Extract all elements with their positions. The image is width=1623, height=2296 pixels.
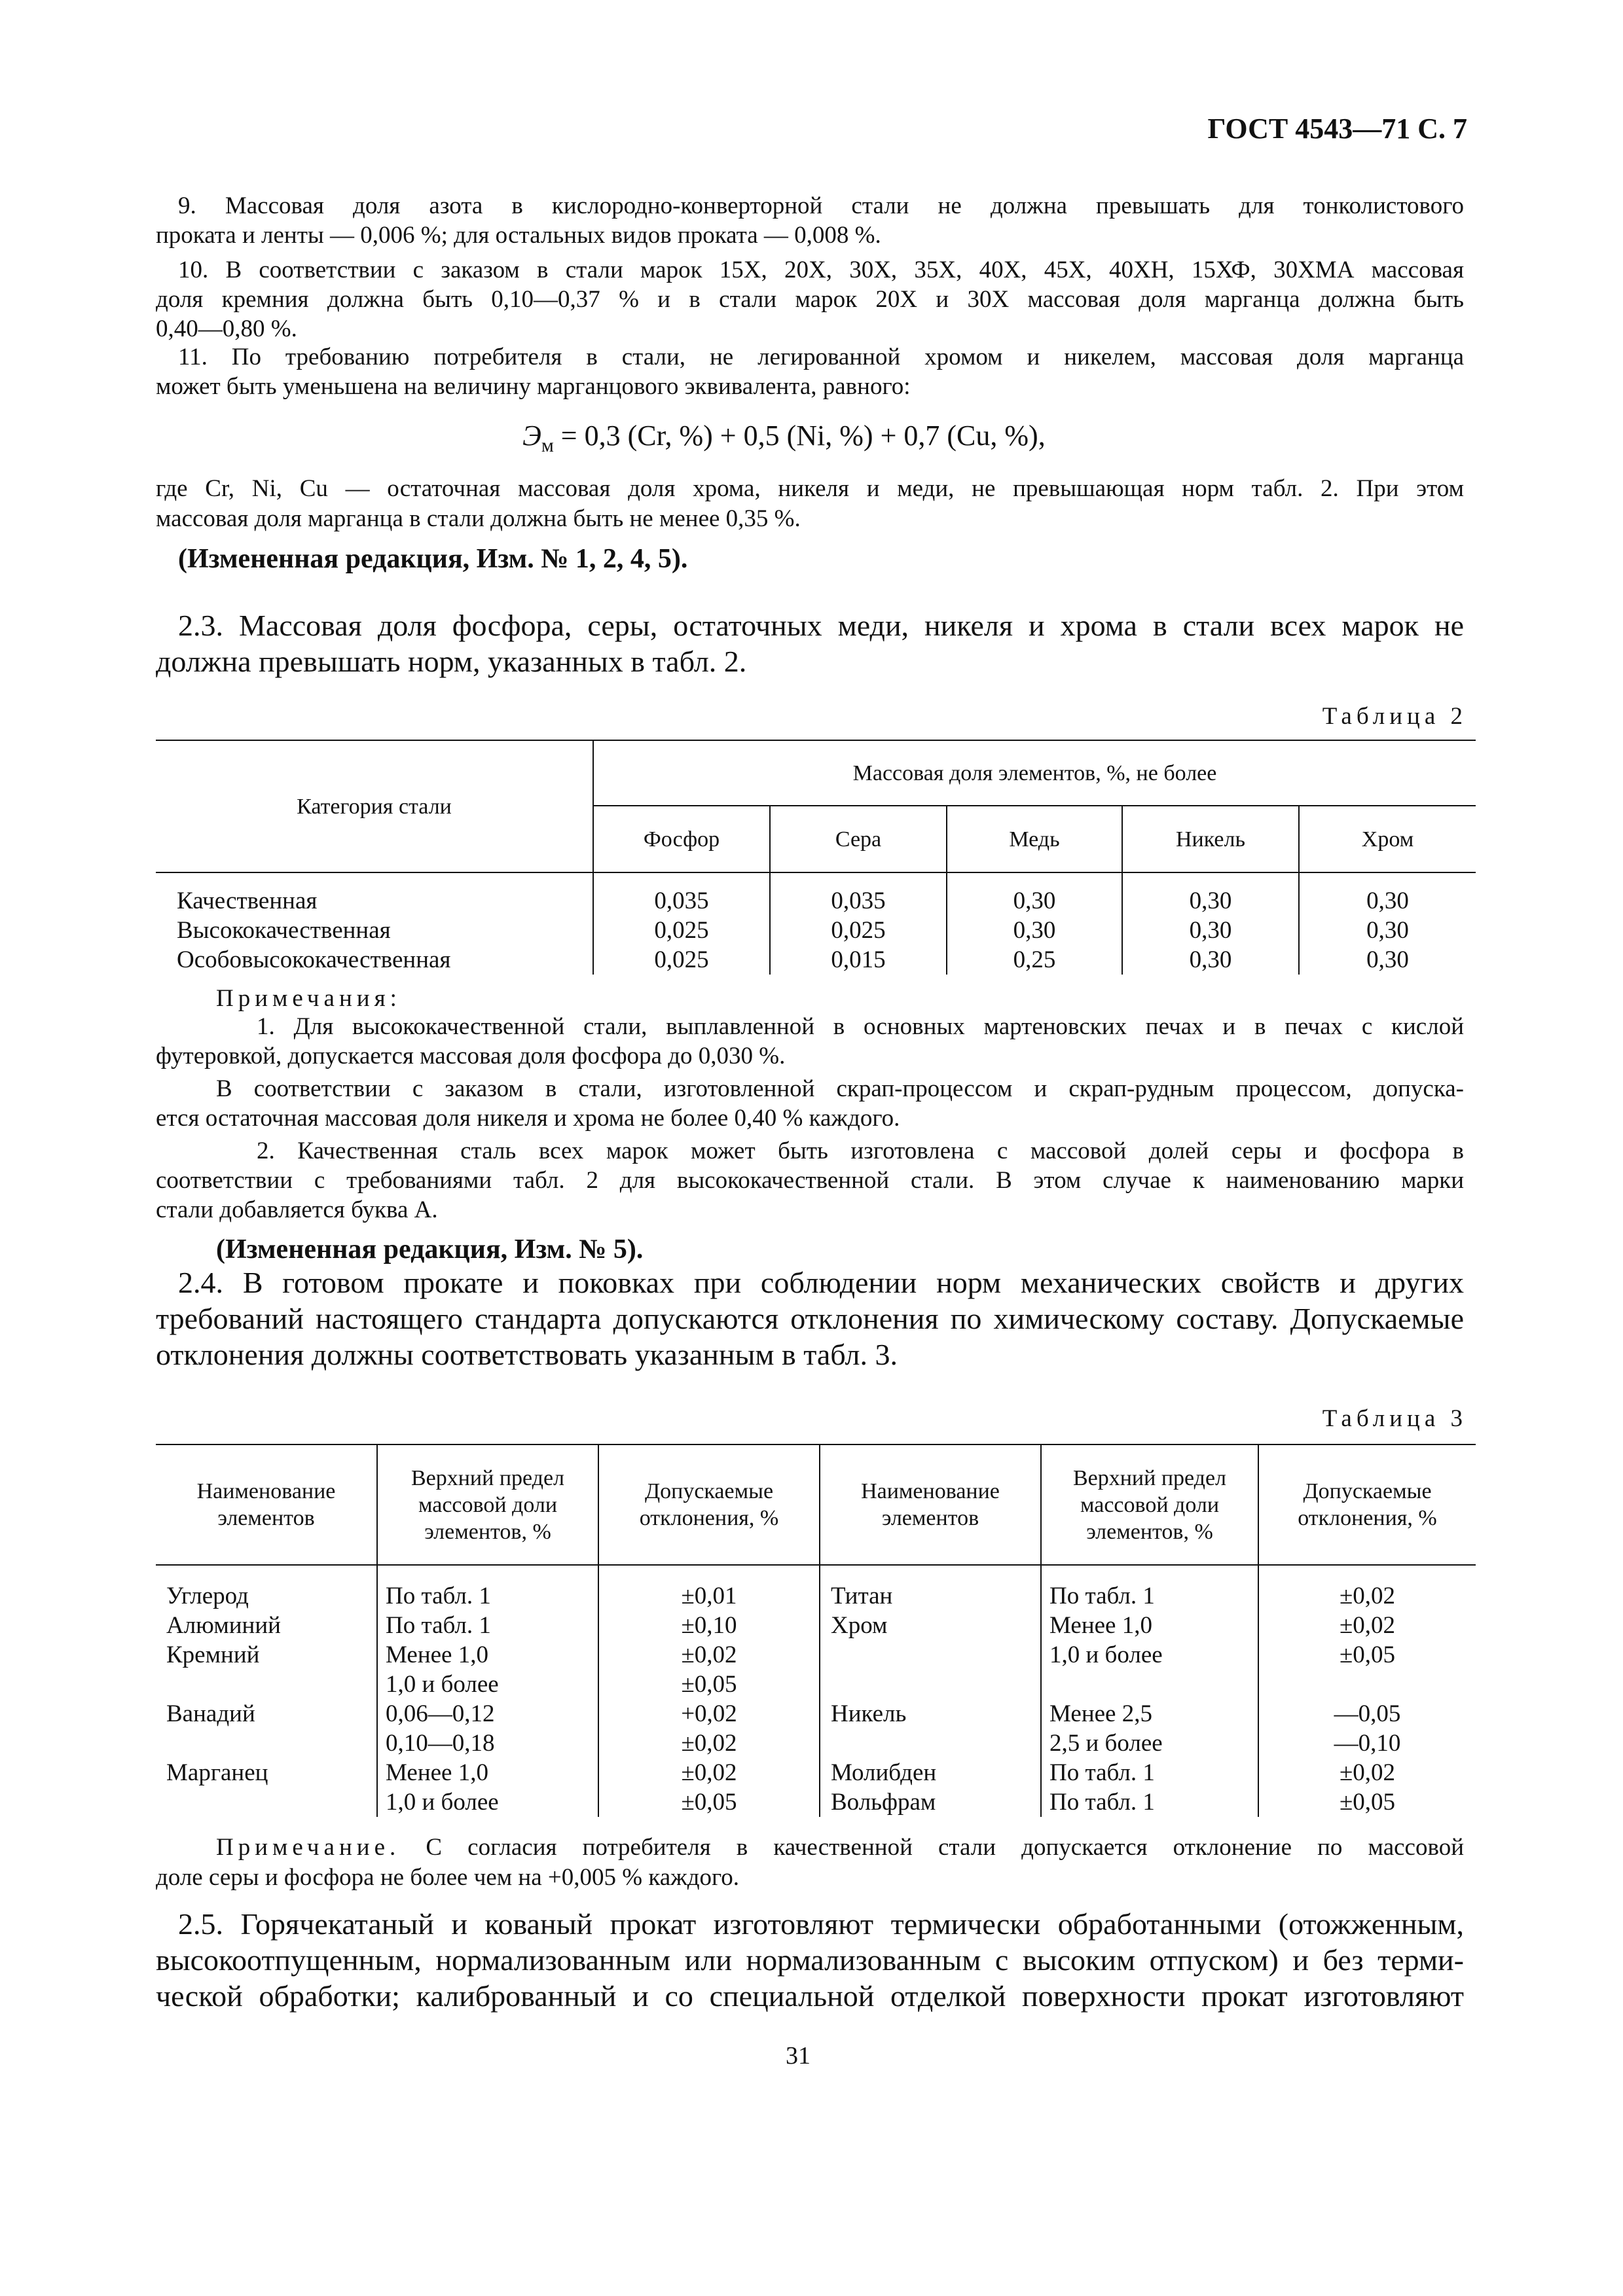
table2-row1-category: Качественная: [177, 888, 318, 914]
table3-left-limit: 1,0 и более: [377, 1670, 598, 1699]
header-text: Наименование: [861, 1479, 1000, 1503]
section-2-4-line2: требований настоящего стандарта допускаются отклонения по химическому составу. Допускаемые: [156, 1302, 1464, 1335]
table3-right-name: [820, 1670, 1041, 1699]
table3-left-name: [156, 1729, 377, 1758]
table3-left-dev: ±0,05: [598, 1670, 820, 1699]
table2-caption: Таблица 2: [1322, 703, 1467, 730]
table2-row3-sulfur: 0,015: [770, 945, 947, 975]
table2-header-phosphorus: Фосфор: [593, 806, 770, 872]
table2-row2-phosphorus: 0,025: [593, 916, 770, 945]
table2-row3-copper: 0,25: [947, 945, 1122, 975]
table3-left-limit: 1,0 и более: [377, 1787, 598, 1817]
table-3: [156, 1444, 1476, 1817]
table2-row3-phosphorus: 0,025: [593, 945, 770, 975]
table-2: [156, 740, 1476, 975]
section-2-5-line1: 2.5. Горячекатаный и кованый прокат изготовляют термически обработанными (отожженным,: [178, 1907, 1464, 1941]
p9-line2: проката и ленты — 0,006 %; для остальных видов проката — 0,008 %.: [156, 222, 881, 249]
header-text: массовой доли: [1080, 1492, 1220, 1517]
table3-right-limit: [1041, 1670, 1258, 1699]
table3-right-limit: По табл. 1: [1041, 1787, 1258, 1817]
note3-line1: [216, 1833, 1464, 1862]
table3-right-name: Молибден: [820, 1758, 1041, 1787]
table3-right-dev: —0,05: [1258, 1699, 1476, 1729]
section-2-4-line3: отклонения должны соответствовать указанным в табл. 3.: [156, 1338, 898, 1371]
note3-text: С согласия потребителя в качественной стали допускается отклонение по массовой: [400, 1834, 1464, 1861]
table3-left-limit: По табл. 1: [377, 1611, 598, 1640]
table-row: [156, 1581, 1476, 1611]
table2-row3-category: Особовысококачественная: [177, 946, 451, 973]
table3-caption: Таблица 3: [1322, 1405, 1467, 1432]
table-row: [156, 1611, 1476, 1640]
table3-header-limit-right: [1041, 1444, 1258, 1565]
table-row: [156, 1699, 1476, 1729]
table3-right-dev: ±0,02: [1258, 1758, 1476, 1787]
manganese-equivalent-formula: [522, 419, 1046, 463]
table3-right-name: Хром: [820, 1611, 1041, 1640]
table2-row2-chromium: 0,30: [1299, 916, 1476, 945]
table3-right-limit: По табл. 1: [1041, 1581, 1258, 1611]
formula-subscript: м: [541, 434, 554, 456]
table2-row2-category: Высококачественная: [177, 917, 391, 944]
table3-left-dev: ±0,05: [598, 1787, 820, 1817]
table3-left-limit: 0,06—0,12: [377, 1699, 598, 1729]
table2-header-sulfur: Сера: [770, 806, 947, 872]
table-row: [156, 1729, 1476, 1758]
table3-left-name: Ванадий: [166, 1700, 255, 1727]
amendment-note-1: (Измененная редакция, Изм. № 1, 2, 4, 5).: [178, 544, 688, 574]
notes2-n1b-line1: В соответствии с заказом в стали, изготовленной скрап-процессом и скрап-рудным процессом, допуска-: [216, 1075, 1464, 1102]
section-2-3-line2: должна превышать норм, указанных в табл. 2.: [156, 645, 747, 678]
header-text: Допускаемые: [644, 1479, 774, 1503]
table3-right-name: Титан: [820, 1581, 1041, 1611]
table3-right-dev: ±0,05: [1258, 1787, 1476, 1817]
p11-line2: может быть уменьшена на величину марганцового эквивалента, равного:: [156, 373, 911, 400]
table3-header-name-left: [156, 1444, 377, 1565]
table-row: [156, 886, 1476, 916]
page-number: 31: [786, 2042, 811, 2070]
table2-header-nickel: Никель: [1122, 806, 1299, 872]
table3-left-dev: ±0,10: [598, 1611, 820, 1640]
table3-header-name-right: [820, 1444, 1041, 1565]
header-text: Верхний предел: [1072, 1465, 1227, 1490]
note3-title: Примечание.: [216, 1834, 401, 1861]
table-row: [156, 1787, 1476, 1817]
table3-right-dev: ±0,02: [1258, 1611, 1476, 1640]
header-text: массовой доли: [418, 1492, 558, 1517]
header-text: элементов: [881, 1506, 979, 1530]
table2-row1-copper: 0,30: [947, 886, 1122, 916]
table3-right-name: [820, 1729, 1041, 1758]
table3-left-name: Кремний: [166, 1641, 260, 1668]
table3-right-dev: [1258, 1670, 1476, 1699]
table3-header-dev-right: [1258, 1444, 1476, 1565]
header-text: Наименование: [196, 1479, 336, 1503]
notes2-n1-line1: 1. Для высококачественной стали, выплавленной в основных мартеновских печах и в печах с кислой: [257, 1013, 1464, 1040]
table3-left-dev: +0,02: [598, 1699, 820, 1729]
table3-left-dev: ±0,01: [598, 1581, 820, 1611]
table2-row1-chromium: 0,30: [1299, 886, 1476, 916]
table3-right-limit: По табл. 1: [1041, 1758, 1258, 1787]
table3-right-limit: Менее 2,5: [1041, 1699, 1258, 1729]
section-2-5-line2: высокоотпущенным, нормализованным или нормализованным с высоким отпуском) и без терми-: [156, 1943, 1464, 1977]
header-text: отклонения, %: [1298, 1506, 1437, 1530]
header-text: элементов, %: [1086, 1519, 1213, 1544]
note3-line2: доле серы и фосфора не более чем на +0,005 % каждого.: [156, 1864, 740, 1891]
notes2-title: Примечания:: [216, 985, 401, 1012]
p10-line2: доля кремния должна быть 0,10—0,37 % и в стали марок 20Х и 30Х массовая доля марганца должна быть: [156, 286, 1464, 313]
table-row: [156, 1670, 1476, 1699]
table3-left-dev: ±0,02: [598, 1758, 820, 1787]
table2-row2-sulfur: 0,025: [770, 916, 947, 945]
section-2-4-line1: 2.4. В готовом прокате и поковках при соблюдении норм механических свойств и других: [178, 1266, 1464, 1299]
table2-header-chromium: Хром: [1299, 806, 1476, 872]
running-title: ГОСТ 4543—71 С. 7: [1207, 113, 1467, 145]
p10-line3: 0,40—0,80 %.: [156, 315, 297, 342]
table3-right-dev: —0,10: [1258, 1729, 1476, 1758]
table3-left-limit: Менее 1,0: [377, 1758, 598, 1787]
header-text: отклонения, %: [639, 1506, 779, 1530]
table-row: [156, 1640, 1476, 1670]
p10-line1: 10. В соответствии с заказом в стали марок 15Х, 20Х, 30Х, 35Х, 40Х, 45Х, 40ХН, 15ХФ, 30ХМА массовая: [178, 257, 1464, 283]
table3-right-name: Никель: [820, 1699, 1041, 1729]
table3-left-limit: Менее 1,0: [377, 1640, 598, 1670]
header-text: элементов: [217, 1506, 315, 1530]
table3-left-dev: ±0,02: [598, 1729, 820, 1758]
formula-symbol: Э: [522, 420, 541, 452]
table3-right-dev: ±0,02: [1258, 1581, 1476, 1611]
amendment-note-2: (Измененная редакция, Изм. № 5).: [216, 1234, 644, 1265]
notes2-n1b-line2: ется остаточная массовая доля никеля и хрома не более 0,40 % каждого.: [156, 1105, 900, 1132]
table2-row1-sulfur: 0,035: [770, 886, 947, 916]
section-2-5-line3: ческой обработки; калиброванный и со специальной отделкой поверхности прокат изготовляют: [156, 1979, 1464, 2013]
table2-header-group: Массовая доля элементов, %, не более: [593, 740, 1476, 806]
table3-right-name: Вольфрам: [820, 1787, 1041, 1817]
table3-header-dev-left: [598, 1444, 820, 1565]
table3-right-limit: 2,5 и более: [1041, 1729, 1258, 1758]
where-line2: массовая доля марганца в стали должна быть не менее 0,35 %.: [156, 505, 801, 532]
header-text: элементов, %: [424, 1519, 551, 1544]
table2-row1-nickel: 0,30: [1122, 886, 1299, 916]
table2-header-copper: Медь: [947, 806, 1122, 872]
notes2-n2-line3: стали добавляется буква А.: [156, 1196, 438, 1223]
notes2-n1-line2: футеровкой, допускается массовая доля фосфора до 0,030 %.: [156, 1043, 786, 1069]
table3-right-name: [820, 1640, 1041, 1670]
header-text: Верхний предел: [410, 1465, 565, 1490]
table3-right-limit: 1,0 и более: [1041, 1640, 1258, 1670]
header-text: Допускаемые: [1303, 1479, 1432, 1503]
table3-right-limit: Менее 1,0: [1041, 1611, 1258, 1640]
notes2-n2-line1: 2. Качественная сталь всех марок может быть изготовлена с массовой долей серы и фосфора в: [257, 1138, 1464, 1164]
table2-row1-phosphorus: 0,035: [593, 886, 770, 916]
table2-row3-chromium: 0,30: [1299, 945, 1476, 975]
table-row: [156, 1758, 1476, 1787]
table3-left-dev: ±0,02: [598, 1640, 820, 1670]
table3-right-dev: ±0,05: [1258, 1640, 1476, 1670]
p11-line1: 11. По требованию потребителя в стали, не легированной хромом и никелем, массовая доля марганца: [178, 344, 1464, 370]
table3-header-limit-left: [377, 1444, 598, 1565]
section-2-3-line1: 2.3. Массовая доля фосфора, серы, остаточных меди, никеля и хрома в стали всех марок не: [178, 609, 1464, 642]
formula-expression: = 0,3 (Cr, %) + 0,5 (Ni, %) + 0,7 (Cu, %),: [553, 420, 1046, 452]
table3-left-name: [156, 1670, 377, 1699]
table3-left-name: Алюминий: [166, 1612, 281, 1639]
table3-left-name: [156, 1787, 377, 1817]
table3-left-name: Марганец: [166, 1759, 268, 1786]
table3-left-limit: 0,10—0,18: [377, 1729, 598, 1758]
table2-header-category: Категория стали: [156, 740, 593, 872]
p9-line1: 9. Массовая доля азота в кислородно-конверторной стали не должна превышать для тонколистового: [178, 192, 1464, 219]
table-row: [156, 945, 1476, 975]
table2-row2-nickel: 0,30: [1122, 916, 1299, 945]
where-line1: где Cr, Ni, Cu — остаточная массовая доля хрома, никеля и меди, не превышающая норм табл. 2. При этом: [156, 475, 1464, 502]
table-row: [156, 916, 1476, 945]
notes2-n2-line2: соответствии с требованиями табл. 2 для высококачественной стали. В этом случае к наименованию марки: [156, 1167, 1464, 1194]
table3-left-limit: По табл. 1: [377, 1581, 598, 1611]
table2-row3-nickel: 0,30: [1122, 945, 1299, 975]
table2-row2-copper: 0,30: [947, 916, 1122, 945]
table3-left-name: Углерод: [166, 1583, 249, 1609]
